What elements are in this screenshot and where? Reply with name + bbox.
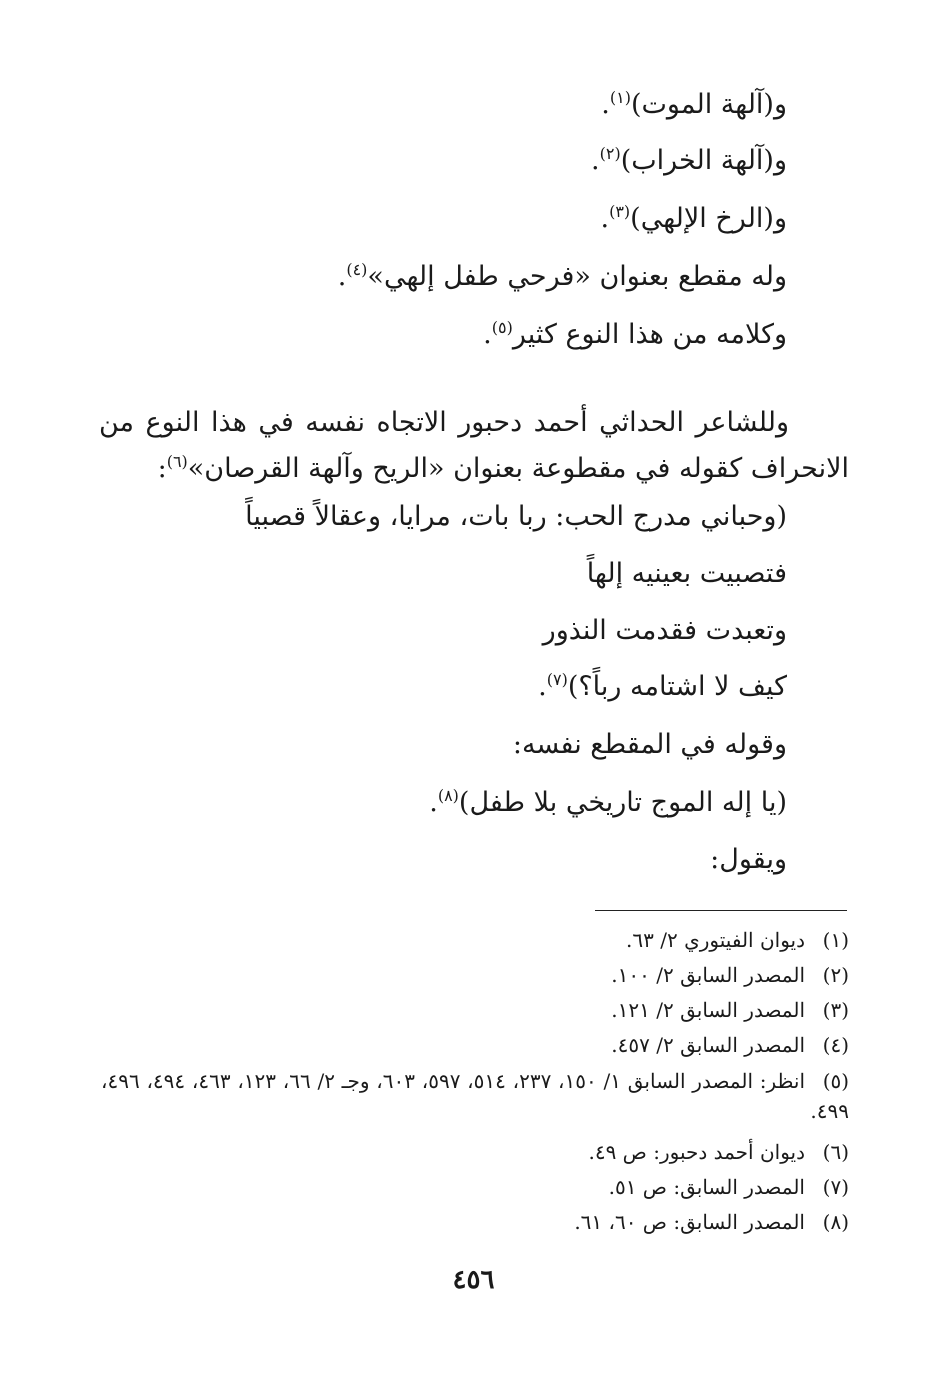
text-line: و(آلهة الخراب)$^{(٢)}$. — [591, 144, 787, 176]
body-paragraph: وللشاعر الحداثي أحمد دحبور الاتجاه نفسه في هذا النوع من الانحراف كقوله في مقطوعة بعنوان «الريح وآلهة القرصان»$^{(٦)}$: — [99, 407, 849, 484]
text-line: وقوله في المقطع نفسه: — [512, 729, 787, 760]
poem-line: وتعبدت فقدمت النذور — [542, 615, 787, 646]
footnote: (٥)انظر: المصدر السابق ١/ ١٥٠، ٢٣٧، ٥١٤، ٥٩٧، ٦٠٣، وجـ ٢/ ٦٦، ١٢٣، ٤٦٣، ٤٩٤، ٤٩٦، ٤٩٩. — [101, 1069, 850, 1123]
poem-line: (يا إله الموج تاريخي بلا طفل)$^{(٨)}$. — [429, 786, 787, 818]
text-line: ويقول: — [710, 844, 787, 875]
footnote: (٦)ديوان أحمد دحبور: ص ٤٩. — [588, 1140, 849, 1164]
text-line: وله مقطع بعنوان «فرحي طفل إلهي»$^{(٤)}$. — [337, 260, 787, 292]
poem-line: كيف لا اشتامه رباً؟)$^{(٧)}$. — [538, 670, 787, 702]
footnote-divider — [595, 910, 847, 911]
poem-line: (وحباني مدرج الحب: ربا بات، مرايا، وعقالاً قصبياً — [245, 501, 787, 532]
text-line: و(الرخ الإلهي)$^{(٣)}$. — [600, 202, 787, 234]
page-number: ٤٥٦ — [452, 1265, 495, 1295]
poem-line: فتصبيت بعينيه إلهاً — [586, 558, 787, 589]
footnote: (٧)المصدر السابق: ص ٥١. — [608, 1175, 849, 1199]
footnote: (٨)المصدر السابق: ص ٦٠، ٦١. — [574, 1210, 849, 1234]
text-line: وكلامه من هذا النوع كثير$^{(٥)}$. — [483, 318, 787, 350]
footnote: (٣)المصدر السابق ٢/ ١٢١. — [611, 998, 849, 1022]
footnote: (١)ديوان الفيتوري ٢/ ٦٣. — [626, 928, 849, 952]
footnote: (٢)المصدر السابق ٢/ ١٠٠. — [611, 963, 849, 987]
text-line: و(آلهة الموت)$^{(١)}$. — [601, 88, 787, 120]
footnote: (٤)المصدر السابق ٢/ ٤٥٧. — [611, 1033, 849, 1057]
